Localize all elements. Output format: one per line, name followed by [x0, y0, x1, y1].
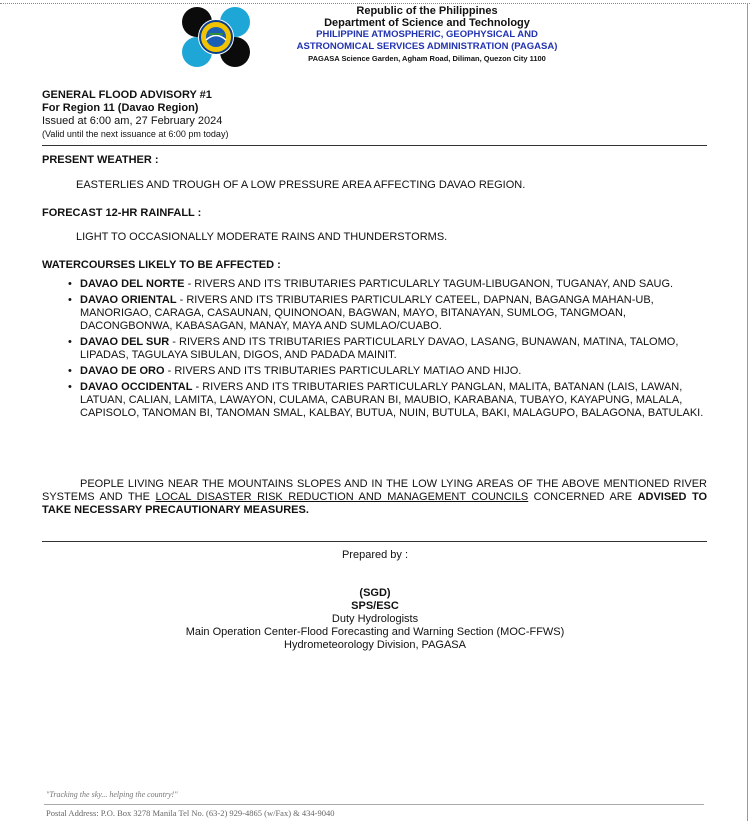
agency-line-1: PHILIPPINE ATMOSPHERIC, GEOPHYSICAL AND [316, 29, 538, 40]
advisory-issued: Issued at 6:00 am, 27 February 2024 [42, 115, 223, 127]
agency-line-2: ASTRONOMICAL SERVICES ADMINISTRATION (PAGASA) [296, 41, 558, 52]
watercourses-label: WATERCOURSES LIKELY TO BE AFFECTED : [42, 259, 281, 271]
precaution-advice [42, 478, 707, 517]
advice-text-2: CONCERNED ARE [528, 491, 638, 503]
bullet-icon: • [68, 381, 72, 393]
river-list: - RIVERS AND ITS TRIBUTARIES PARTICULARLY PANGLAN, MALITA, BATANAN (LAIS, LAWAN, LATUAN, CALIAN, LAMITA, LAWAYON, CULAMA, CABURAN BI, MAUBIO, KARABANA, TUBAYO, KAYAPUNG, MALALA, CAPISOLO, TANOMAN BI, TANOMAN SMAL, KALBAY, BUTUA, NUIN, BUTULA, BAKI, MALAGUPO, BALAGONA, BATULAKI. [80, 381, 704, 419]
pagasa-logo-icon [176, 5, 256, 69]
province-name: DAVAO ORIENTAL [80, 294, 177, 306]
footer-motto: "Tracking the sky... helping the country!" [46, 790, 178, 799]
river-list: - RIVERS AND ITS TRIBUTARIES PARTICULARLY MATIAO AND HIJO. [164, 365, 522, 377]
department-line: Department of Science and Technology [324, 17, 530, 29]
prepared-by-label: Prepared by : [341, 549, 409, 561]
agency-address: PAGASA Science Garden, Agham Road, Diliman, Quezon City 1100 [308, 54, 546, 63]
bullet-icon: • [68, 365, 72, 377]
watercourse-item [66, 278, 706, 291]
signatory-center: Main Operation Center-Flood Forecasting and Warning Section (MOC-FFWS) [185, 626, 565, 638]
watercourse-item [66, 336, 706, 362]
river-list: - RIVERS AND ITS TRIBUTARIES PARTICULARLY CATEEL, DAPNAN, BAGANGA MAHAN-UB, MANORIGAO, CARAGA, CASAUNAN, QUINONOAN, BAGWAN, MAYO, BITANAYAN, SUMLOG, TANGMOAN, DACONGBONWA, KABASAGAN, MANAY, MAYA AND SUMLAO/CUABO. [80, 294, 654, 332]
forecast-label: FORECAST 12-HR RAINFALL : [42, 207, 202, 219]
advisory-validity: (Valid until the next issuance at 6:00 pm today) [42, 129, 229, 139]
page-right-border [747, 3, 748, 821]
signed-marker: (SGD) [359, 587, 391, 599]
advice-measures: ADVISED TO TAKE NECESSARY PRECAUTIONARY MEASURES. [42, 491, 708, 516]
bullet-icon: • [68, 294, 72, 306]
footer-divider [44, 804, 704, 805]
province-name: DAVAO DE ORO [80, 365, 165, 377]
footer-postal-address: Postal Address: P.O. Box 3278 Manila Tel No. (63-2) 929-4865 (w/Fax) & 434-9040 [46, 808, 335, 818]
province-name: DAVAO DEL SUR [80, 336, 170, 348]
watercourse-item [66, 365, 706, 378]
forecast-text: LIGHT TO OCCASIONALLY MODERATE RAINS AND THUNDERSTORMS. [76, 231, 448, 243]
advisory-heading [42, 89, 712, 141]
advice-text-1: PEOPLE LIVING NEAR THE MOUNTAINS SLOPES AND IN THE LOW LYING AREAS OF THE ABOVE MENTIONED RIVER SYSTEMS AND THE [42, 478, 707, 503]
signatory-block [0, 587, 750, 652]
signatory-role: Duty Hydrologists [331, 613, 419, 625]
signatory-initials: SPS/ESC [351, 600, 399, 612]
advisory-title: GENERAL FLOOD ADVISORY #1 [42, 89, 212, 101]
province-name: DAVAO DEL NORTE [80, 278, 185, 290]
letterhead [262, 5, 592, 65]
province-name: DAVAO OCCIDENTAL [80, 381, 193, 393]
watercourse-list [66, 278, 706, 423]
republic-line: Republic of the Philippines [356, 5, 498, 17]
divider-top [42, 145, 707, 146]
advice-councils: LOCAL DISASTER RISK REDUCTION AND MANAGEMENT COUNCILS [155, 491, 529, 503]
river-list: - RIVERS AND ITS TRIBUTARIES PARTICULARLY DAVAO, LASANG, BUNAWAN, MATINA, TALOMO, LIPADAS, TAGULAYA SIBULAN, DIGOS, AND PADADA MAINIT. [80, 336, 679, 361]
watercourse-item [66, 294, 706, 333]
watercourse-item [66, 381, 706, 420]
present-weather-label: PRESENT WEATHER : [42, 154, 159, 166]
bullet-icon: • [68, 278, 72, 290]
advisory-region: For Region 11 (Davao Region) [42, 102, 199, 114]
bullet-icon: • [68, 336, 72, 348]
river-list: - RIVERS AND ITS TRIBUTARIES PARTICULARLY TAGUM-LIBUGANON, TUGANAY, AND SAUG. [184, 278, 674, 290]
page-top-border [0, 3, 750, 4]
signatory-division: Hydrometeorology Division, PAGASA [284, 639, 466, 651]
present-weather-text: EASTERLIES AND TROUGH OF A LOW PRESSURE AREA AFFECTING DAVAO REGION. [76, 179, 526, 191]
divider-bottom [42, 541, 707, 542]
